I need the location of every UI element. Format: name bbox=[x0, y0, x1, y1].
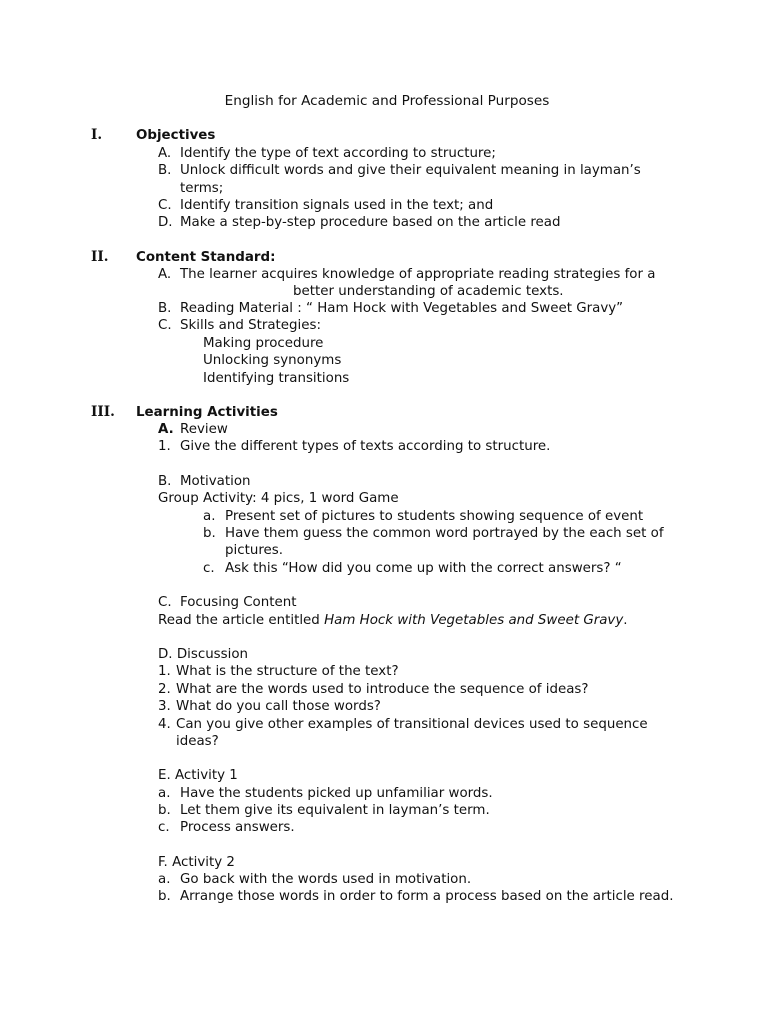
activity-label: B. bbox=[158, 474, 172, 489]
motivation-item: Present set of pictures to students showing sequence of event bbox=[225, 509, 644, 524]
item-label: a. bbox=[158, 872, 171, 887]
focusing-period: . bbox=[623, 613, 628, 628]
section-numeral: II. bbox=[91, 249, 109, 265]
standard-item: Skills and Strategies: bbox=[180, 318, 321, 333]
standard-item-continued: better understanding of academic texts. bbox=[293, 284, 564, 299]
item-label: b. bbox=[158, 803, 171, 818]
item-label: A. bbox=[158, 146, 172, 161]
document-title: English for Academic and Professional Purposes bbox=[224, 93, 550, 109]
review-item: Give the different types of texts according to structure. bbox=[180, 439, 551, 454]
activity1-item: Process answers. bbox=[180, 820, 295, 835]
motivation-item: Ask this “How did you come up with the correct answers? “ bbox=[225, 561, 622, 576]
discussion-item: What is the structure of the text? bbox=[176, 664, 399, 679]
focusing-sentence bbox=[158, 612, 628, 629]
activity2-heading: F. Activity 2 bbox=[158, 855, 235, 870]
motivation-item-continued: pictures. bbox=[225, 543, 284, 558]
item-label: a. bbox=[203, 509, 216, 524]
discussion-item: Can you give other examples of transitional devices used to sequence bbox=[176, 717, 648, 732]
activity-title: Motivation bbox=[180, 474, 251, 489]
standard-item: The learner acquires knowledge of appropriate reading strategies for a bbox=[180, 267, 656, 282]
objective-item: Make a step-by-step procedure based on the article read bbox=[180, 215, 561, 230]
article-title: Ham Hock with Vegetables and Sweet Gravy bbox=[324, 613, 624, 628]
focusing-text: Read the article entitled bbox=[158, 613, 325, 628]
item-label: b. bbox=[203, 526, 216, 541]
objective-item: Identify the type of text according to structure; bbox=[180, 146, 496, 161]
activity1-heading: E. Activity 1 bbox=[158, 768, 238, 783]
item-label: 1. bbox=[158, 664, 171, 679]
motivation-item: Have them guess the common word portrayed by the each set of bbox=[225, 526, 664, 541]
item-label: B. bbox=[158, 163, 172, 178]
activity-label: A. bbox=[158, 422, 174, 437]
discussion-item: What do you call those words? bbox=[176, 699, 381, 714]
objective-item-continued: terms; bbox=[180, 181, 224, 196]
item-label: 2. bbox=[158, 682, 171, 697]
objective-item: Identify transition signals used in the text; and bbox=[180, 198, 494, 213]
objective-item: Unlock difficult words and give their equivalent meaning in layman’s bbox=[180, 163, 641, 178]
discussion-item-continued: ideas? bbox=[176, 734, 219, 749]
section-heading: Objectives bbox=[136, 128, 216, 143]
standard-item: Reading Material : “ Ham Hock with Vegetables and Sweet Gravy” bbox=[180, 301, 624, 316]
item-label: 1. bbox=[158, 439, 171, 454]
discussion-item: What are the words used to introduce the sequence of ideas? bbox=[176, 682, 589, 697]
skill-item: Identifying transitions bbox=[203, 371, 350, 386]
skill-item: Unlocking synonyms bbox=[203, 353, 342, 368]
discussion-heading: D. Discussion bbox=[158, 647, 249, 662]
item-label: D. bbox=[158, 215, 173, 230]
item-label: B. bbox=[158, 301, 172, 316]
item-label: c. bbox=[203, 561, 215, 576]
section-numeral: I. bbox=[91, 127, 103, 143]
item-label: C. bbox=[158, 318, 172, 333]
section-heading: Learning Activities bbox=[136, 405, 278, 420]
activity2-item: Go back with the words used in motivation. bbox=[180, 872, 472, 887]
activity1-item: Let them give its equivalent in layman’s term. bbox=[180, 803, 490, 818]
section-heading: Content Standard: bbox=[136, 250, 276, 265]
activity-label: C. bbox=[158, 595, 172, 610]
item-label: A. bbox=[158, 267, 172, 282]
activity-title: Review bbox=[180, 422, 228, 437]
activity-title: Focusing Content bbox=[180, 595, 297, 610]
activity1-item: Have the students picked up unfamiliar words. bbox=[180, 786, 493, 801]
item-label: 3. bbox=[158, 699, 171, 714]
item-label: C. bbox=[158, 198, 172, 213]
item-label: c. bbox=[158, 820, 170, 835]
motivation-intro: Group Activity: 4 pics, 1 word Game bbox=[158, 491, 399, 506]
item-label: a. bbox=[158, 786, 171, 801]
item-label: b. bbox=[158, 889, 171, 904]
section-numeral: III. bbox=[91, 404, 115, 420]
activity2-item: Arrange those words in order to form a process based on the article read. bbox=[180, 889, 674, 904]
item-label: 4. bbox=[158, 717, 171, 732]
skill-item: Making procedure bbox=[203, 336, 324, 351]
